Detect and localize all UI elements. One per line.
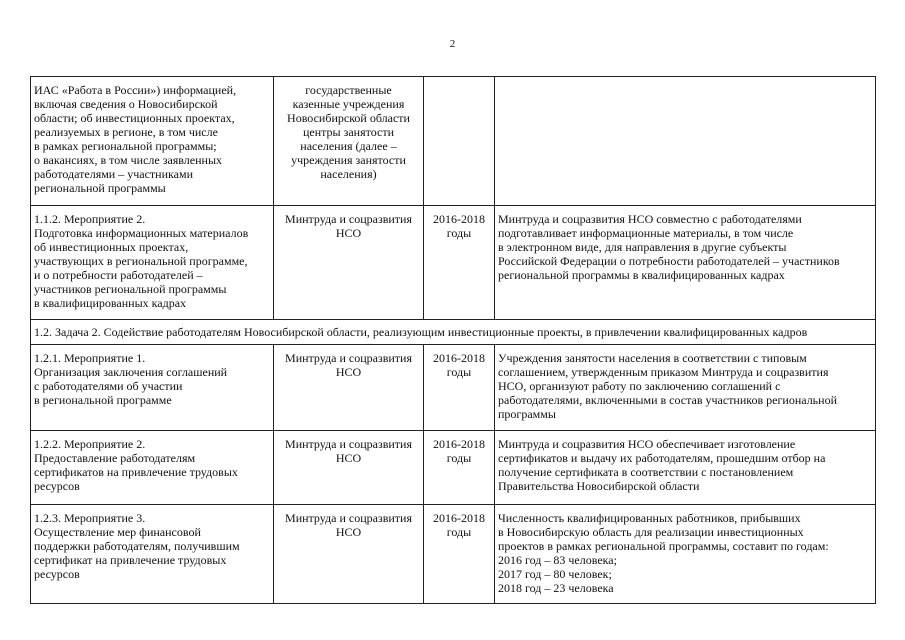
executor-cell: Минтруда и соцразвития НСО <box>274 505 424 604</box>
term-cell: 2016-2018 годы <box>424 345 495 431</box>
table-row <box>31 431 876 505</box>
result-cell: Минтруда и соцразвития НСО обеспечивает изготовление сертификатов и выдачу их работодателям, прошедшим отбор на получение сертификата в соответствии с постановлением Правительства Новосибирской области <box>495 431 876 505</box>
term-cell: 2016-2018 годы <box>424 431 495 505</box>
executor-cell: Минтруда и соцразвития НСО <box>274 345 424 431</box>
result-cell: Численность квалифицированных работников, прибывших в Новосибирскую область для реализации инвестиционных проектов в рамках региональной программы, составит по годам: 2016 год – 83 человека; 2017 год – 80 человек; 2018 год – 23 человека <box>495 505 876 604</box>
table-row <box>31 505 876 604</box>
result-cell: Учреждения занятости населения в соответствии с типовым соглашением, утвержденным приказом Минтруда и соцразвития НСО, организуют работу по заключению соглашений с работодателями, включенными в состав участников региональной программы <box>495 345 876 431</box>
event-cell: ИАС «Работа в России») информацией, включая сведения о Новосибирской области; об инвестиционных проектах, реализуемых в регионе, в том числе в рамках региональной программы; о вакансиях, в том числе заявленных работодателями – участниками региональной программы <box>31 77 274 206</box>
table-row <box>31 206 876 320</box>
result-cell <box>495 77 876 206</box>
table-row <box>31 77 876 206</box>
event-cell: 1.2.3. Мероприятие 3. Осуществление мер финансовой поддержки работодателям, получившим сертификат на привлечение трудовых ресурсов <box>31 505 274 604</box>
task-header-row <box>31 320 876 345</box>
event-cell: 1.2.1. Мероприятие 1. Организация заключения соглашений с работодателями об участии в региональной программе <box>31 345 274 431</box>
measures-table <box>30 76 876 604</box>
term-cell <box>424 77 495 206</box>
event-cell: 1.1.2. Мероприятие 2. Подготовка информационных материалов об инвестиционных проектах, участвующих в региональной программе, и о потребности работодателей – участников региональной программы в квалифицированных кадрах <box>31 206 274 320</box>
term-cell: 2016-2018 годы <box>424 206 495 320</box>
executor-cell: государственные казенные учреждения Новосибирской области центры занятости населения (далее – учреждения занятости населения) <box>274 77 424 206</box>
executor-cell: Минтруда и соцразвития НСО <box>274 206 424 320</box>
event-cell: 1.2.2. Мероприятие 2. Предоставление работодателям сертификатов на привлечение трудовых ресурсов <box>31 431 274 505</box>
result-cell: Минтруда и соцразвития НСО совместно с работодателями подготавливает информационные материалы, в том числе в электронном виде, для направления в другие субъекты Российской Федерации о потребности работодателей – участников региональной программы в квалифицированных кадрах <box>495 206 876 320</box>
term-cell: 2016-2018 годы <box>424 505 495 604</box>
task-heading: 1.2. Задача 2. Содействие работодателям Новосибирской области, реализующим инвестиционные проекты, в привлечении квалифицированных кадров <box>31 320 876 345</box>
executor-cell: Минтруда и соцразвития НСО <box>274 431 424 505</box>
table-row <box>31 345 876 431</box>
page-number: 2 <box>449 38 456 50</box>
